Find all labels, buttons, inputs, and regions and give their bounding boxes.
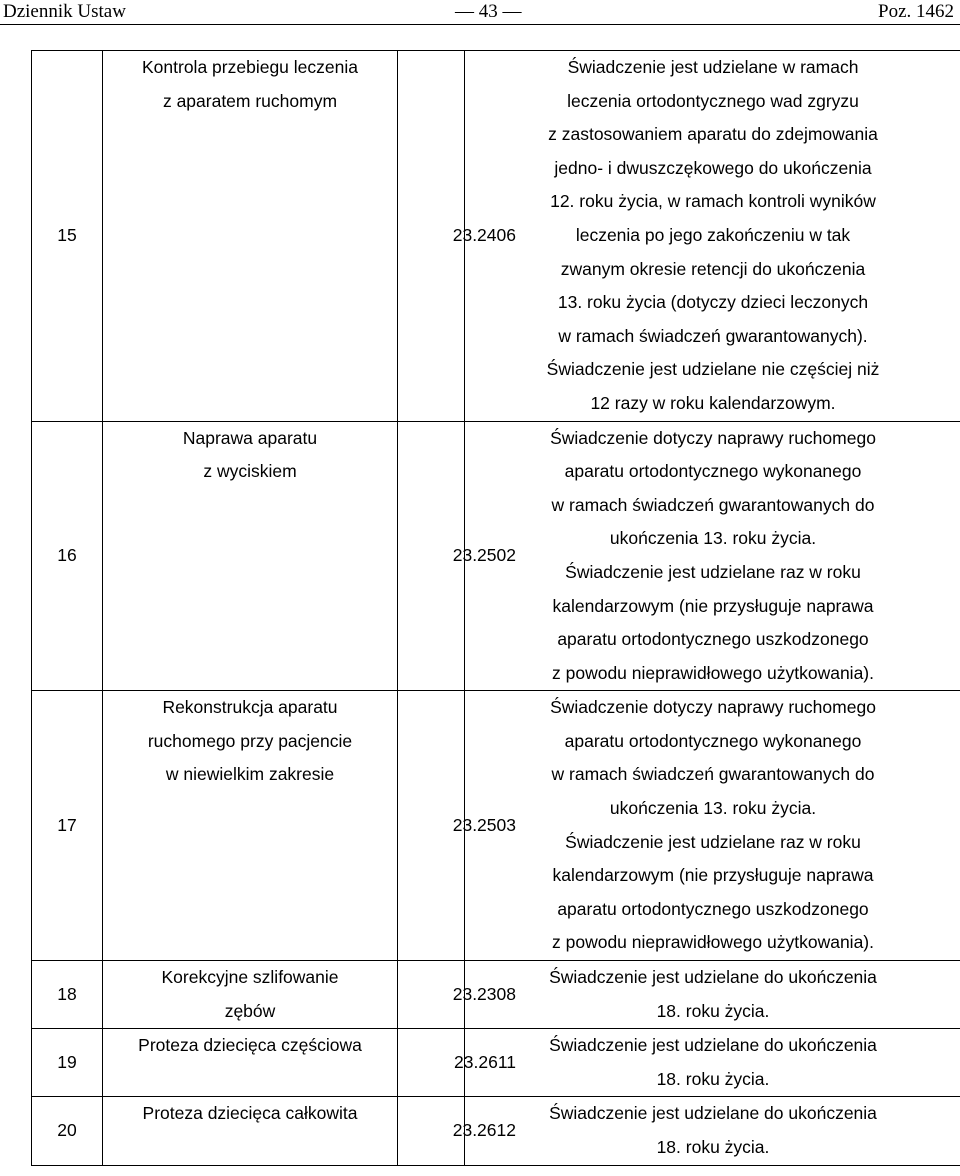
service-description: [465, 961, 960, 1029]
service-code-cell: [398, 1029, 516, 1097]
service-name: [103, 691, 398, 961]
service-name-line: Naprawa aparatu: [182, 427, 318, 448]
description-line: 18. roku życia.: [656, 1137, 770, 1157]
service-name-line: Korekcyjne szlifowanie: [161, 967, 339, 988]
description-line: Świadczenie jest udzielane do ukończenia: [549, 967, 877, 988]
service-name-line: w niewielkim zakresie: [165, 764, 335, 785]
header-rule: [0, 24, 960, 25]
service-name: [103, 1097, 398, 1165]
service-description: [465, 421, 960, 691]
row-number: 19: [32, 1029, 103, 1097]
service-description: [465, 691, 960, 961]
table-row: [32, 1097, 960, 1165]
service-code: 23.2406: [452, 224, 516, 245]
row-number: 16: [32, 421, 103, 691]
description-line: z powodu nieprawidłowego użytkowania).: [552, 662, 874, 683]
service-name-line: Proteza dziecięca całkowita: [142, 1103, 358, 1124]
service-code: 23.2503: [452, 814, 516, 835]
service-name: [103, 961, 398, 1029]
service-description: [465, 1029, 960, 1097]
service-code-cell: [398, 691, 516, 961]
description-line: Świadczenie dotyczy naprawy ruchomego: [550, 427, 876, 448]
service-name: [103, 51, 398, 422]
description-line: w ramach świadczeń gwarantowanych).: [558, 325, 868, 346]
service-name-line: Kontrola przebiegu leczenia: [142, 57, 358, 77]
service-code-cell: [398, 961, 516, 1029]
description-line: ukończenia 13. roku życia.: [609, 528, 817, 549]
table-row: [32, 421, 960, 691]
table-row: [32, 51, 960, 422]
description-line: Świadczenie jest udzielane w ramach: [567, 57, 859, 77]
description-line: Świadczenie jest udzielane raz w roku: [565, 831, 861, 852]
service-name-line: zębów: [224, 1000, 276, 1021]
service-name-line: z wyciskiem: [203, 461, 297, 482]
service-code: 23.2611: [454, 1052, 516, 1073]
row-number: 17: [32, 691, 103, 961]
description-line: Świadczenie dotyczy naprawy ruchomego: [550, 697, 876, 718]
description-line: kalendarzowym (nie przysługuje naprawa: [552, 865, 874, 886]
description-line: aparatu ortodontycznego wykonanego: [564, 461, 862, 482]
description-line: aparatu ortodontycznego wykonanego: [564, 730, 862, 751]
description-line: aparatu ortodontycznego uszkodzonego: [557, 898, 869, 919]
table-row: [32, 961, 960, 1029]
description-line: 12. roku życia, w ramach kontroli wyników: [550, 191, 876, 212]
service-name-line: z aparatem ruchomym: [162, 90, 338, 111]
description-line: ukończenia 13. roku życia.: [609, 798, 817, 819]
service-name-line: ruchomego przy pacjencie: [147, 730, 353, 751]
service-name-line: Proteza dziecięca częściowa: [138, 1035, 362, 1056]
description-line: Świadczenie jest udzielane do ukończenia: [549, 1035, 877, 1056]
description-line: zwanym okresie retencji do ukończenia: [560, 258, 866, 279]
position-number: Poz. 1462: [878, 1, 954, 22]
service-name-line: Rekonstrukcja aparatu: [162, 697, 338, 718]
service-code: 23.2502: [452, 545, 516, 566]
table-row: [32, 1029, 960, 1097]
description-line: Świadczenie jest udzielane raz w roku: [565, 561, 861, 582]
description-line: w ramach świadczeń gwarantowanych do: [551, 764, 875, 785]
description-line: 13. roku życia (dotyczy dzieci leczonych: [557, 292, 869, 313]
description-line: Świadczenie jest udzielane nie częściej niż: [546, 359, 880, 380]
description-line: aparatu ortodontycznego uszkodzonego: [557, 629, 869, 650]
row-number: 20: [32, 1097, 103, 1165]
journal-title: Dziennik Ustaw: [3, 1, 126, 22]
page-header: [0, 0, 960, 26]
service-code-cell: [398, 421, 516, 691]
description-line: leczenia po jego zakończeniu w tak: [575, 224, 851, 245]
service-description: [465, 1097, 960, 1165]
description-line: 18. roku życia.: [656, 1000, 770, 1021]
row-number: 15: [32, 51, 103, 422]
service-code-cell: [398, 51, 516, 422]
table-row: [32, 691, 960, 961]
description-line: w ramach świadczeń gwarantowanych do: [551, 494, 875, 515]
description-line: kalendarzowym (nie przysługuje naprawa: [552, 595, 874, 616]
service-code: 23.2308: [452, 983, 516, 1004]
service-description: [465, 51, 960, 422]
benefits-table-body: [32, 51, 960, 1166]
service-code: 23.2612: [452, 1120, 516, 1141]
description-line: jedno- i dwuszczękowego do ukończenia: [554, 157, 872, 178]
benefits-table: [31, 50, 960, 1166]
description-line: Świadczenie jest udzielane do ukończenia: [549, 1103, 877, 1124]
page-number: — 43 —: [455, 1, 522, 22]
description-line: z powodu nieprawidłowego użytkowania).: [552, 932, 874, 953]
service-name: [103, 421, 398, 691]
description-line: 12 razy w roku kalendarzowym.: [590, 392, 836, 413]
row-number: 18: [32, 961, 103, 1029]
description-line: leczenia ortodontycznego wad zgryzu: [567, 90, 859, 111]
description-line: 18. roku życia.: [656, 1068, 770, 1089]
service-name: [103, 1029, 398, 1097]
service-code-cell: [398, 1097, 516, 1165]
description-line: z zastosowaniem aparatu do zdejmowania: [548, 124, 878, 145]
